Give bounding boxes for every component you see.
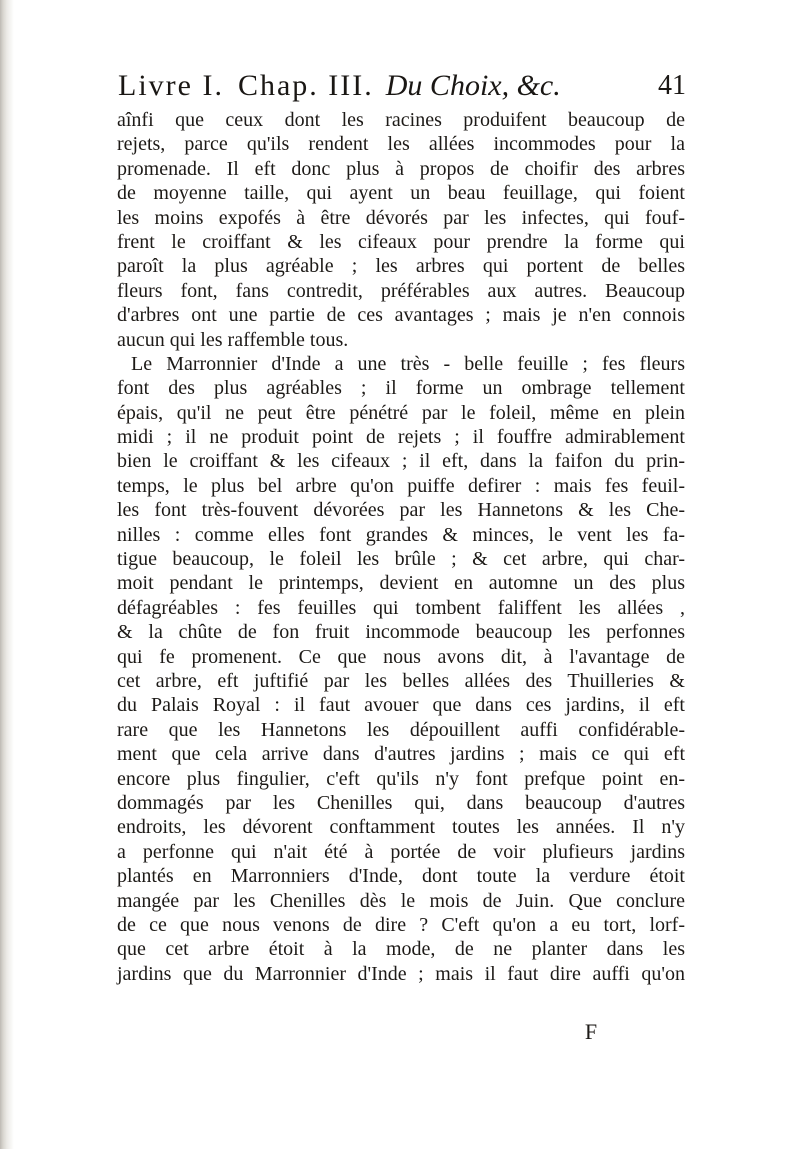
page-gutter-shadow bbox=[0, 0, 14, 1149]
text-line: d'arbres ont une partie de ces avantages ; mais je n'en connois bbox=[117, 304, 685, 327]
running-head-book: Livre I. bbox=[118, 69, 224, 102]
text-line: endroits, les dévorent conftamment toutes les années. Il n'y bbox=[117, 816, 685, 839]
text-line: les moins expofés à être dévorés par les infectes, qui fouf- bbox=[117, 206, 685, 229]
text-line: ment que cela arrive dans d'autres jardins ; mais ce qui eft bbox=[117, 743, 685, 766]
text-line: aucun qui les raffemble tous. bbox=[117, 328, 349, 351]
text-line: que cet arbre étoit à la mode, de ne planter dans les bbox=[117, 938, 685, 961]
text-line: qui fe promenent. Ce que nous avons dit, à l'avantage de bbox=[117, 645, 685, 668]
text-line: font des plus agréables ; il forme un ombrage tellement bbox=[117, 377, 685, 400]
text-line: & la chûte de fon fruit incommode beaucoup les perfonnes bbox=[117, 621, 685, 644]
page-number: 41 bbox=[658, 70, 686, 101]
text-line: midi ; il ne produit point de rejets ; il fouffre admirablement bbox=[117, 426, 685, 449]
running-head-title: Du Choix, &c. bbox=[385, 69, 561, 102]
text-line: temps, le plus bel arbre qu'on puiffe defirer : mais fes feuil- bbox=[117, 474, 685, 497]
text-line: mangée par les Chenilles dès le mois de Juin. Que conclure bbox=[117, 889, 685, 912]
text-line: moit pendant le printemps, devient en automne un des plus bbox=[117, 572, 685, 595]
text-line: dommagés par les Chenilles qui, dans beaucoup d'autres bbox=[117, 791, 685, 814]
text-line: Le Marronnier d'Inde a une très - belle feuille ; fes fleurs bbox=[131, 352, 685, 375]
text-line: plantés en Marronniers d'Inde, dont toute la verdure étoit bbox=[117, 865, 685, 888]
signature-mark: F bbox=[584, 1019, 598, 1044]
text-line: les font très-fouvent dévorées par les Hannetons & les Che- bbox=[117, 499, 685, 522]
text-line: bien le croiffant & les cifeaux ; il eft, dans la faifon du prin- bbox=[117, 450, 685, 473]
text-line: rejets, parce qu'ils rendent les allées incommodes pour la bbox=[117, 133, 685, 156]
text-line: aînfi que ceux dont les racines produifent beaucoup de bbox=[117, 109, 685, 131]
text-line: fleurs font, fans contredit, préférables aux autres. Beaucoup bbox=[117, 279, 685, 302]
text-line: défagréables : fes feuilles qui tombent faliffent les allées , bbox=[117, 596, 685, 619]
running-head bbox=[118, 66, 678, 106]
text-line: paroît la plus agréable ; les arbres qui portent de belles bbox=[117, 255, 685, 278]
text-line: du Palais Royal : il faut avouer que dans ces jardins, il eft bbox=[117, 694, 685, 717]
text-line: rare que les Hannetons les dépouillent auffi confidérable- bbox=[117, 718, 685, 741]
text-line: épais, qu'il ne peut être pénétré par le foleil, même en plein bbox=[117, 401, 685, 424]
body-text bbox=[117, 108, 685, 986]
text-line: encore plus fingulier, c'eft qu'ils n'y font prefque point en- bbox=[117, 767, 685, 790]
text-line: tigue beaucoup, le foleil les brûle ; & cet arbre, qui char- bbox=[117, 548, 685, 571]
text-line: promenade. Il eft donc plus à propos de choifir des arbres bbox=[117, 157, 685, 180]
text-line: nilles : comme elles font grandes & minces, le vent les fa- bbox=[117, 523, 685, 546]
running-head-chapter: Chap. III. bbox=[237, 69, 374, 102]
text-line: jardins que du Marronnier d'Inde ; mais il faut dire auffi qu'on bbox=[117, 962, 685, 985]
text-line: de ce que nous venons de dire ? C'eft qu'on a eu tort, lorf- bbox=[117, 913, 685, 936]
text-line: de moyenne taille, qui ayent un beau feuillage, qui foient bbox=[117, 182, 685, 205]
text-line: frent le croiffant & les cifeaux pour prendre la forme qui bbox=[117, 230, 685, 253]
text-line: cet arbre, eft juftifié par les belles allées des Thuilleries & bbox=[117, 669, 685, 692]
text-line: a perfonne qui n'ait été à portée de voir plufieurs jardins bbox=[117, 840, 685, 863]
